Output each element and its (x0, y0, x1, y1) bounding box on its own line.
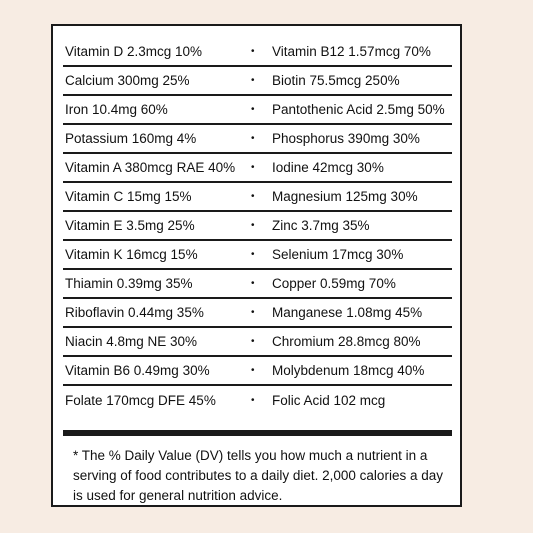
nutrient-right: Pantothenic Acid 2.5mg 50% (272, 102, 445, 117)
nutrient-left: Iron 10.4mg 60% (65, 102, 168, 117)
nutrient-left: Thiamin 0.39mg 35% (65, 276, 193, 291)
nutrient-row (63, 183, 452, 212)
nutrient-row (63, 212, 452, 241)
nutrient-right: Copper 0.59mg 70% (272, 276, 396, 291)
bullet-icon: • (251, 103, 255, 115)
nutrition-label-panel (51, 24, 462, 507)
nutrient-left: Niacin 4.8mg NE 30% (65, 334, 198, 349)
nutrient-left: Vitamin B6 0.49mg 30% (65, 363, 210, 378)
nutrient-right: Vitamin B12 1.57mcg 70% (272, 44, 431, 59)
bullet-icon: • (251, 306, 255, 318)
nutrient-right: Zinc 3.7mg 35% (272, 218, 370, 233)
bullet-icon: • (251, 394, 255, 406)
nutrient-right: Biotin 75.5mcg 250% (272, 73, 400, 88)
nutrient-row (63, 38, 452, 67)
bullet-icon: • (251, 248, 255, 260)
thick-divider (63, 430, 452, 436)
nutrient-right: Magnesium 125mg 30% (272, 189, 418, 204)
nutrient-row (63, 154, 452, 183)
nutrient-left: Potassium 160mg 4% (65, 131, 197, 146)
nutrient-right: Chromium 28.8mcg 80% (272, 334, 421, 349)
bullet-icon: • (251, 335, 255, 347)
nutrient-right: Manganese 1.08mg 45% (272, 305, 423, 320)
nutrient-left: Folate 170mcg DFE 45% (65, 393, 216, 408)
nutrient-left: Vitamin E 3.5mg 25% (65, 218, 195, 233)
nutrient-left: Calcium 300mg 25% (65, 73, 190, 88)
nutrient-row (63, 386, 452, 415)
nutrient-left: Vitamin D 2.3mcg 10% (65, 44, 203, 59)
nutrient-row (63, 299, 452, 328)
bullet-icon: • (251, 190, 255, 202)
nutrient-left: Vitamin C 15mg 15% (65, 189, 192, 204)
daily-value-footnote: * The % Daily Value (DV) tells you how much a nutrient in a serving of food contributes to a daily diet. 2,000 calories a day is used for general nutrition advice. (73, 448, 443, 503)
bullet-icon: • (251, 364, 255, 376)
nutrient-row (63, 241, 452, 270)
nutrient-rows (63, 38, 452, 415)
bullet-icon: • (251, 74, 255, 86)
nutrient-right: Selenium 17mcg 30% (272, 247, 404, 262)
nutrient-right: Folic Acid 102 mcg (272, 393, 386, 408)
nutrient-row (63, 96, 452, 125)
nutrient-right: Iodine 42mcg 30% (272, 160, 384, 175)
nutrient-right: Molybdenum 18mcg 40% (272, 363, 425, 378)
nutrient-row (63, 270, 452, 299)
bullet-icon: • (251, 45, 255, 57)
nutrient-right: Phosphorus 390mg 30% (272, 131, 420, 146)
bullet-icon: • (251, 219, 255, 231)
nutrient-left: Vitamin A 380mcg RAE 40% (65, 160, 236, 175)
nutrient-row (63, 328, 452, 357)
bullet-icon: • (251, 132, 255, 144)
nutrient-row (63, 357, 452, 386)
nutrient-left: Riboflavin 0.44mg 35% (65, 305, 204, 320)
bullet-icon: • (251, 277, 255, 289)
nutrient-row (63, 125, 452, 154)
nutrient-left: Vitamin K 16mcg 15% (65, 247, 198, 262)
bullet-icon: • (251, 161, 255, 173)
nutrient-row (63, 67, 452, 96)
